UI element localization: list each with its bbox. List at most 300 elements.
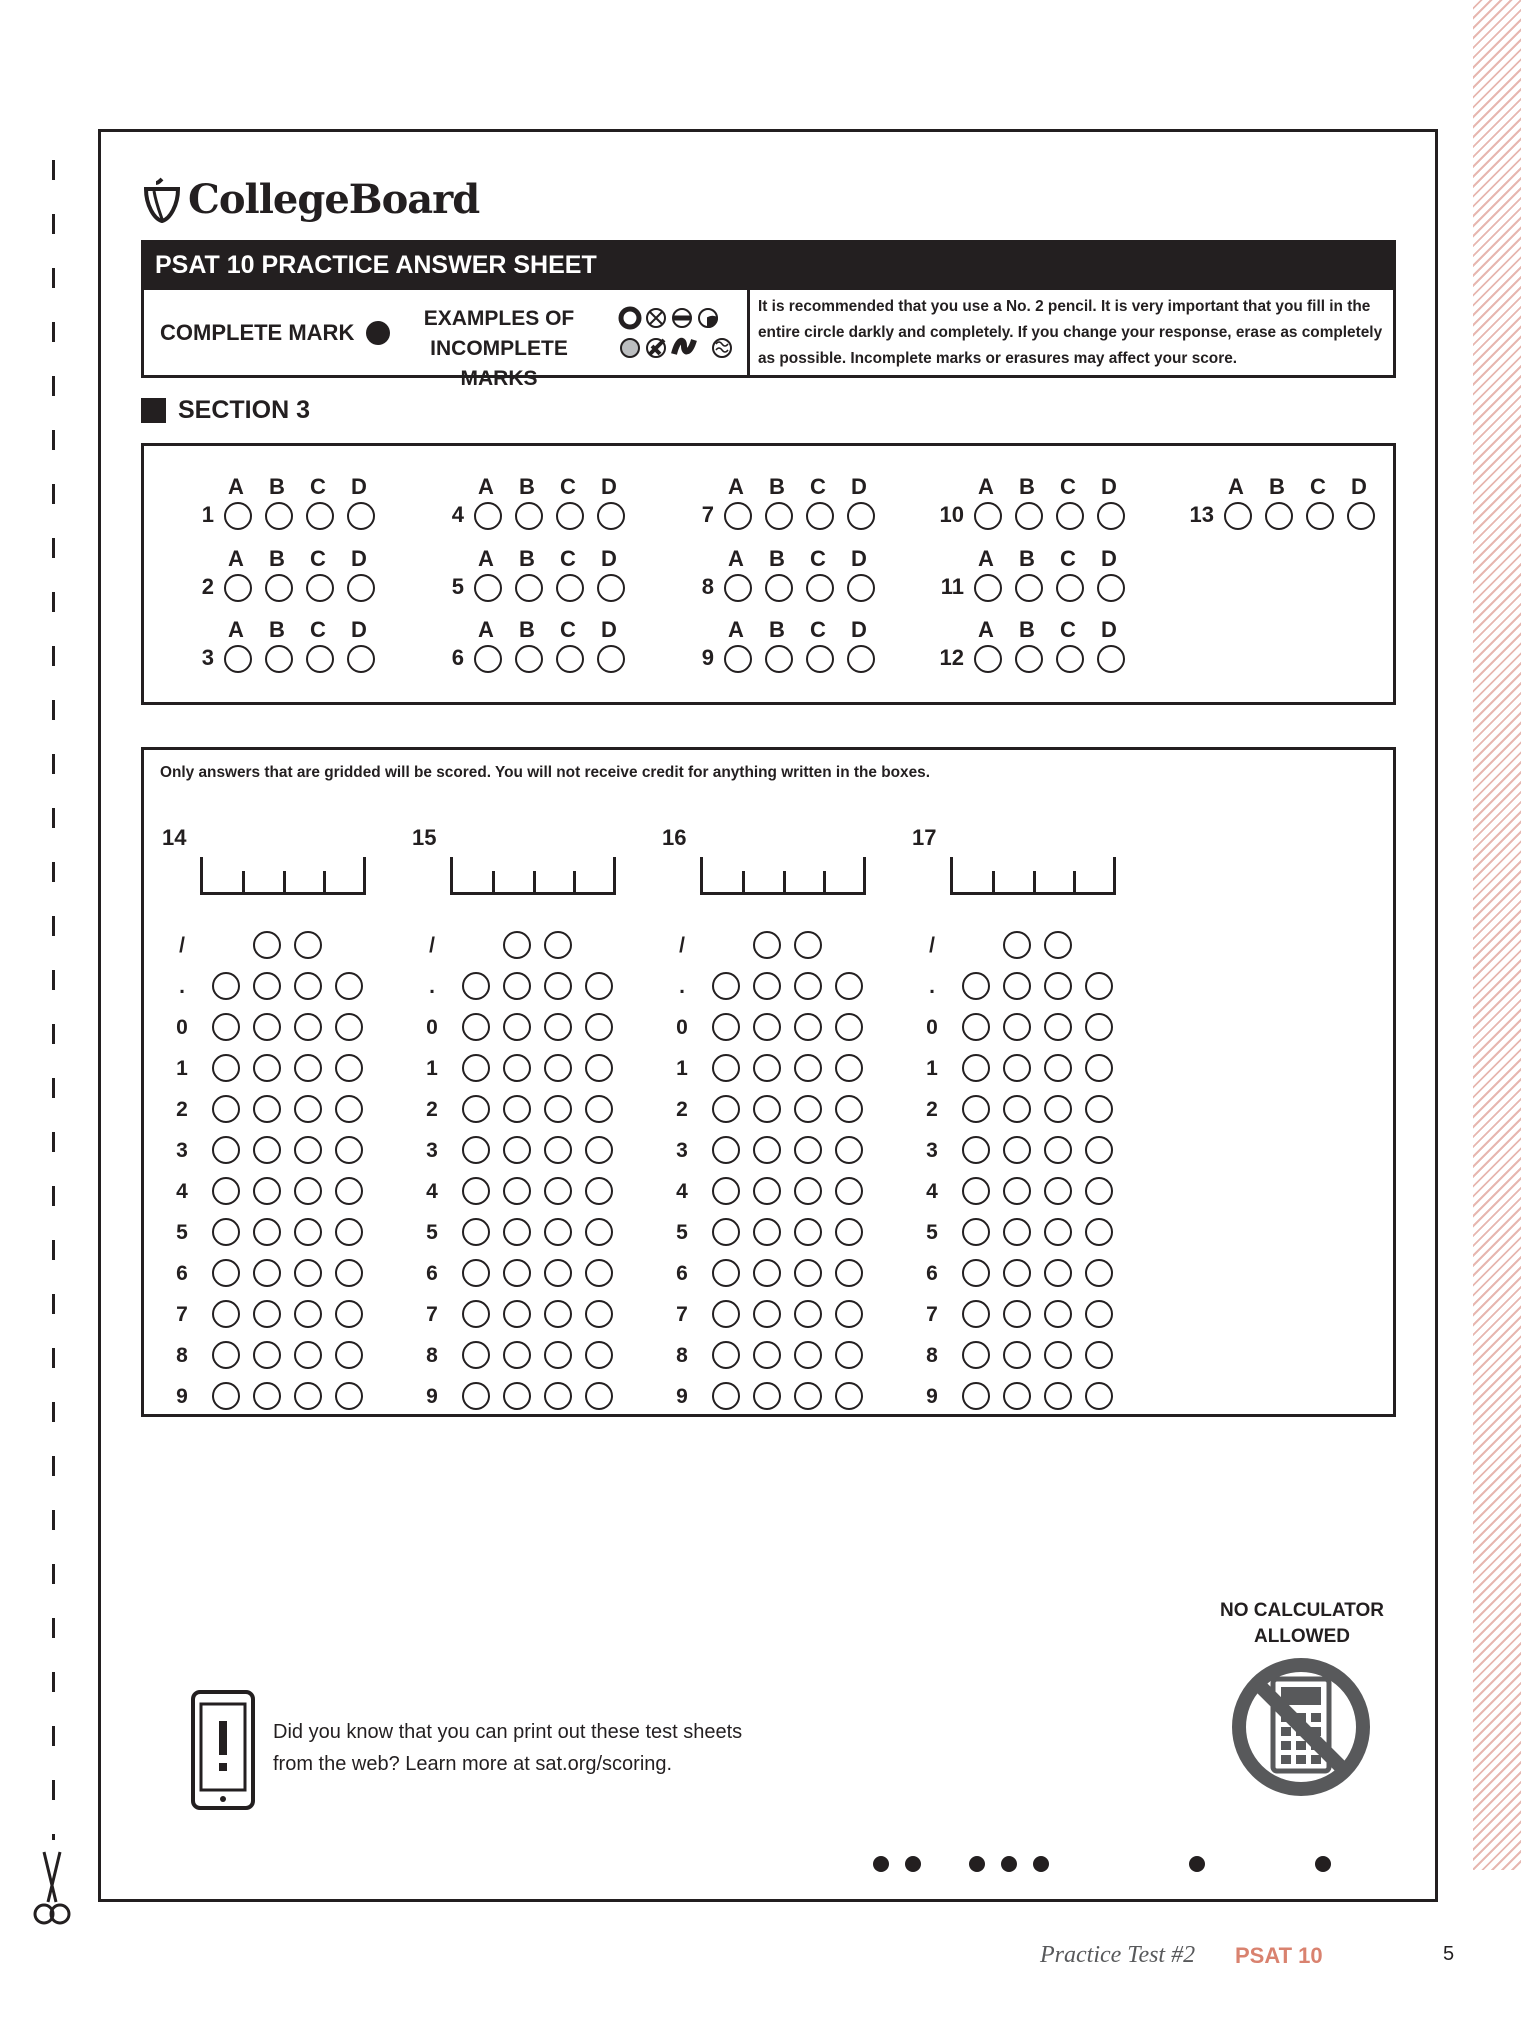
grid-bubble[interactable] [1044,1259,1072,1287]
grid-bubble[interactable] [712,1300,740,1328]
grid-bubble[interactable] [503,1259,531,1287]
grid-bubble[interactable] [962,1136,990,1164]
choice-letter: D [1101,474,1117,499]
grid-bubble[interactable] [335,1341,363,1369]
grid-bubble[interactable] [212,1177,240,1205]
grid-bubble[interactable] [1085,1341,1113,1369]
grid-bubble[interactable] [544,1013,572,1041]
choice-letter: D [601,474,617,499]
choice-letter: D [851,617,867,642]
grid-bubble[interactable] [753,1095,781,1123]
answer-bubble[interactable] [847,645,875,673]
grid-bubble[interactable] [253,1095,281,1123]
answer-bubble[interactable] [724,574,752,602]
grid-bubble[interactable] [1003,1136,1031,1164]
grid-bubble[interactable] [544,1382,572,1410]
question-number: 1 [201,502,214,527]
choice-letter: C [1310,474,1326,499]
answer-bubble[interactable] [1056,574,1084,602]
answer-bubble[interactable] [224,502,252,530]
grid-bubble[interactable] [794,1136,822,1164]
grid-bubble[interactable] [794,1177,822,1205]
grid-bubble[interactable] [335,1136,363,1164]
grid-bubble[interactable] [835,1013,863,1041]
no-calculator-label [1212,1598,1392,1650]
mark-box-divider [747,290,750,375]
choice-letter: A [478,617,494,642]
answer-write-boxes[interactable] [450,857,616,895]
grid-bubble[interactable] [253,1300,281,1328]
grid-bubble[interactable] [544,1218,572,1246]
grid-bubble[interactable] [835,1136,863,1164]
grid-bubble[interactable] [962,1382,990,1410]
grid-bubble[interactable] [1044,1382,1072,1410]
grid-bubble[interactable] [294,931,322,959]
answer-bubble[interactable] [1056,502,1084,530]
answer-bubble[interactable] [1224,502,1252,530]
grid-bubble[interactable] [1085,1177,1113,1205]
grid-bubble[interactable] [253,1259,281,1287]
answer-bubble[interactable] [1015,502,1043,530]
answer-bubble[interactable] [1097,645,1125,673]
grid-bubble[interactable] [503,1218,531,1246]
grid-bubble[interactable] [794,1382,822,1410]
answer-bubble[interactable] [556,502,584,530]
grid-bubble[interactable] [962,1218,990,1246]
grid-bubble[interactable] [1003,1218,1031,1246]
grid-bubble[interactable] [1044,1013,1072,1041]
grid-bubble[interactable] [503,1136,531,1164]
grid-bubble[interactable] [212,972,240,1000]
phone-alert-icon [190,1689,256,1811]
answer-bubble[interactable] [347,574,375,602]
grid-bubble[interactable] [1044,1218,1072,1246]
choice-letters [1220,474,1420,500]
choice-letters [470,617,670,643]
grid-row-label: . [179,975,185,998]
grid-bubble[interactable] [1085,1382,1113,1410]
grid-bubble[interactable] [585,1218,613,1246]
grid-bubble[interactable] [835,1259,863,1287]
grid-bubble[interactable] [1044,1095,1072,1123]
answer-bubble[interactable] [847,574,875,602]
answer-bubble[interactable] [974,574,1002,602]
question-number: 2 [201,574,214,599]
grid-bubble[interactable] [585,1341,613,1369]
answer-bubble[interactable] [556,645,584,673]
answer-bubble[interactable] [474,574,502,602]
choice-letter: A [478,546,494,571]
choice-letter: B [1269,474,1285,499]
grid-bubble[interactable] [294,1095,322,1123]
choice-letter: B [1019,474,1035,499]
grid-bubble[interactable] [335,1177,363,1205]
grid-bubble[interactable] [503,1382,531,1410]
answer-bubble[interactable] [515,645,543,673]
grid-bubble[interactable] [462,972,490,1000]
grid-bubble[interactable] [1003,972,1031,1000]
grid-bubble[interactable] [1085,1259,1113,1287]
answer-bubble[interactable] [1015,574,1043,602]
grid-bubble[interactable] [212,1136,240,1164]
grid-bubble[interactable] [503,1054,531,1082]
grid-bubble[interactable] [335,1218,363,1246]
choice-letter: A [978,474,994,499]
answer-bubble[interactable] [724,645,752,673]
promo-line2: from the web? Learn more at sat.org/scoring. [273,1753,673,1775]
grid-bubble[interactable] [462,1177,490,1205]
grid-bubble[interactable] [212,1013,240,1041]
choice-letters [220,546,420,572]
answer-bubble[interactable] [1097,502,1125,530]
grid-bubble[interactable] [962,1300,990,1328]
grid-bubble[interactable] [753,1382,781,1410]
grid-bubble[interactable] [253,1382,281,1410]
grid-bubble[interactable] [753,972,781,1000]
grid-row-label: 2 [676,1098,688,1121]
answer-bubble[interactable] [1306,502,1334,530]
grid-bubble[interactable] [294,1013,322,1041]
answer-write-boxes[interactable] [700,857,866,895]
grid-bubble[interactable] [503,931,531,959]
section-square-icon [141,398,166,423]
answer-bubble[interactable] [265,574,293,602]
grid-bubble[interactable] [835,1382,863,1410]
grid-bubble[interactable] [294,1341,322,1369]
answer-bubble[interactable] [515,574,543,602]
answer-bubble[interactable] [765,645,793,673]
grid-row-label: 8 [426,1344,438,1367]
footer-test-title: Practice Test #2 [1040,1942,1196,1968]
grid-bubble[interactable] [1003,1013,1031,1041]
grid-bubble[interactable] [712,1218,740,1246]
grid-bubble[interactable] [462,1259,490,1287]
grid-bubble[interactable] [335,1054,363,1082]
filled-bubble-icon [366,321,390,345]
grid-bubble[interactable] [253,1136,281,1164]
grid-bubble[interactable] [503,1013,531,1041]
grid-row-label: 1 [926,1057,938,1080]
grid-bubble[interactable] [1044,1136,1072,1164]
grid-bubble[interactable] [1044,1300,1072,1328]
grid-bubble[interactable] [212,1341,240,1369]
grid-bubble[interactable] [1085,1300,1113,1328]
grid-bubble[interactable] [753,1177,781,1205]
grid-bubble[interactable] [212,1259,240,1287]
grid-bubble[interactable] [335,1095,363,1123]
grid-bubble[interactable] [1003,1300,1031,1328]
answer-bubble[interactable] [1056,645,1084,673]
grid-bubble[interactable] [794,1013,822,1041]
grid-bubble[interactable] [1044,1177,1072,1205]
grid-bubble[interactable] [585,1095,613,1123]
grid-bubble[interactable] [835,1300,863,1328]
grid-bubble[interactable] [753,1136,781,1164]
grid-bubble[interactable] [753,931,781,959]
grid-row-label: 0 [176,1016,188,1039]
answer-bubble[interactable] [515,502,543,530]
grid-bubble[interactable] [1044,1054,1072,1082]
grid-bubble[interactable] [712,1136,740,1164]
section-heading [141,396,310,425]
question-number: 12 [939,645,964,670]
grid-bubble[interactable] [962,1054,990,1082]
grid-bubble[interactable] [794,1300,822,1328]
grid-bubble[interactable] [1003,1341,1031,1369]
grid-bubble[interactable] [1085,1095,1113,1123]
grid-row-label: 8 [676,1344,688,1367]
grid-bubble[interactable] [585,1382,613,1410]
grid-bubble[interactable] [294,972,322,1000]
grid-bubble[interactable] [712,1341,740,1369]
grid-bubble[interactable] [253,1341,281,1369]
grid-bubble[interactable] [712,1382,740,1410]
grid-bubble[interactable] [294,1136,322,1164]
grid-bubble[interactable] [962,972,990,1000]
grid-bubble[interactable] [544,1177,572,1205]
choice-letter: A [1228,474,1244,499]
answer-bubble[interactable] [974,645,1002,673]
grid-bubble[interactable] [962,1341,990,1369]
question-number: 6 [451,645,464,670]
grid-bubble[interactable] [753,1341,781,1369]
grid-row-label: 4 [926,1180,938,1203]
grid-bubble[interactable] [294,1259,322,1287]
grid-bubble[interactable] [462,1382,490,1410]
answer-bubble[interactable] [306,574,334,602]
web-promo [273,1716,742,1780]
grid-question-number: 14 [162,825,187,850]
question-number: 13 [1189,502,1214,527]
grid-bubble[interactable] [544,1259,572,1287]
grid-row-label: . [679,975,685,998]
grid-bubble[interactable] [835,1054,863,1082]
grid-bubble[interactable] [753,1218,781,1246]
answer-bubble[interactable] [765,574,793,602]
choice-letters [720,546,920,572]
grid-bubble[interactable] [753,1300,781,1328]
answer-bubble[interactable] [347,645,375,673]
grid-bubble[interactable] [294,1218,322,1246]
answer-bubble[interactable] [597,645,625,673]
answer-bubble[interactable] [1097,574,1125,602]
answer-bubble[interactable] [265,645,293,673]
grid-bubble[interactable] [503,1300,531,1328]
grid-bubble[interactable] [835,972,863,1000]
grid-bubble[interactable] [753,1013,781,1041]
grid-bubble[interactable] [335,1300,363,1328]
grid-row-label: 4 [426,1180,438,1203]
grid-bubble[interactable] [462,1136,490,1164]
question-number: 7 [701,502,714,527]
grid-bubble[interactable] [1003,931,1031,959]
grid-bubble[interactable] [1003,1382,1031,1410]
choice-letter: B [519,474,535,499]
answer-bubble[interactable] [306,502,334,530]
answer-bubble[interactable] [306,645,334,673]
choice-letter: D [851,474,867,499]
answer-bubble[interactable] [724,502,752,530]
answer-bubble[interactable] [224,574,252,602]
grid-bubble[interactable] [1085,1136,1113,1164]
grid-row-label: 0 [926,1016,938,1039]
grid-bubble[interactable] [712,1054,740,1082]
answer-write-boxes[interactable] [200,857,366,895]
grid-bubble[interactable] [253,1218,281,1246]
grid-bubble[interactable] [794,972,822,1000]
answer-bubble[interactable] [1347,502,1375,530]
grid-bubble[interactable] [794,1054,822,1082]
grid-bubble[interactable] [503,1341,531,1369]
grid-bubble[interactable] [253,1177,281,1205]
grid-bubble[interactable] [794,1218,822,1246]
grid-bubble[interactable] [585,972,613,1000]
grid-bubble[interactable] [253,972,281,1000]
choice-letters [470,474,670,500]
grid-bubble[interactable] [544,1136,572,1164]
answer-bubble[interactable] [806,574,834,602]
grid-bubble[interactable] [462,1054,490,1082]
grid-bubble[interactable] [753,1259,781,1287]
grid-row-label: 2 [176,1098,188,1121]
choice-letter: B [519,546,535,571]
answer-write-boxes[interactable] [950,857,1116,895]
grid-bubble[interactable] [503,1095,531,1123]
choice-letter: D [1101,617,1117,642]
grid-bubble[interactable] [212,1218,240,1246]
grid-bubble[interactable] [1085,1218,1113,1246]
question-number: 10 [939,502,964,527]
grid-bubble[interactable] [335,1382,363,1410]
grid-bubble[interactable] [962,1095,990,1123]
choice-letters [970,617,1170,643]
grid-bubble[interactable] [1044,931,1072,959]
timing-mark [1315,1856,1331,1872]
grid-bubble[interactable] [835,1218,863,1246]
grid-bubble[interactable] [462,1013,490,1041]
grid-row-label: 7 [926,1303,938,1326]
grid-bubble[interactable] [712,972,740,1000]
grid-bubble[interactable] [253,931,281,959]
answer-bubble[interactable] [974,502,1002,530]
grid-bubble[interactable] [794,1095,822,1123]
grid-bubble[interactable] [1003,1177,1031,1205]
grid-in-question [162,825,392,1408]
grid-bubble[interactable] [1085,1054,1113,1082]
grid-bubble[interactable] [962,1013,990,1041]
grid-row-label: / [429,934,435,957]
choice-letter: C [310,474,326,499]
grid-bubble[interactable] [794,1259,822,1287]
grid-bubble[interactable] [1003,1095,1031,1123]
grid-bubble[interactable] [835,1341,863,1369]
grid-bubble[interactable] [544,972,572,1000]
grid-bubble[interactable] [335,972,363,1000]
grid-bubble[interactable] [585,1300,613,1328]
grid-bubble[interactable] [335,1013,363,1041]
grid-bubble[interactable] [212,1054,240,1082]
grid-bubble[interactable] [712,1259,740,1287]
grid-bubble[interactable] [212,1095,240,1123]
grid-bubble[interactable] [503,972,531,1000]
grid-bubble[interactable] [1085,1013,1113,1041]
grid-bubble[interactable] [585,1136,613,1164]
answer-bubble[interactable] [597,574,625,602]
grid-bubble[interactable] [794,931,822,959]
grid-bubble[interactable] [962,1259,990,1287]
grid-bubble[interactable] [712,1177,740,1205]
grid-bubble[interactable] [712,1013,740,1041]
grid-row-label: 8 [176,1344,188,1367]
grid-bubble[interactable] [1044,1341,1072,1369]
answer-bubble[interactable] [765,502,793,530]
grid-bubble[interactable] [585,1013,613,1041]
grid-bubble[interactable] [253,1054,281,1082]
grid-bubble[interactable] [753,1054,781,1082]
grid-row-label: 5 [676,1221,688,1244]
grid-bubble[interactable] [794,1341,822,1369]
answer-bubble[interactable] [806,502,834,530]
grid-bubble[interactable] [462,1300,490,1328]
grid-bubble[interactable] [835,1095,863,1123]
answer-bubble[interactable] [1015,645,1043,673]
grid-bubble[interactable] [1003,1054,1031,1082]
grid-bubble[interactable] [212,1382,240,1410]
grid-bubble[interactable] [294,1382,322,1410]
answer-bubble[interactable] [847,502,875,530]
grid-bubble[interactable] [544,1054,572,1082]
grid-bubble[interactable] [585,1177,613,1205]
grid-bubble[interactable] [544,1300,572,1328]
grid-row-label: 5 [426,1221,438,1244]
grid-bubble[interactable] [503,1177,531,1205]
grid-bubble[interactable] [335,1259,363,1287]
grid-bubble[interactable] [294,1177,322,1205]
grid-bubble[interactable] [962,1177,990,1205]
answer-bubble[interactable] [224,645,252,673]
grid-bubble[interactable] [585,1054,613,1082]
answer-bubble[interactable] [556,574,584,602]
grid-bubble[interactable] [462,1341,490,1369]
grid-bubble[interactable] [585,1259,613,1287]
grid-bubble[interactable] [544,1341,572,1369]
grid-bubble[interactable] [835,1177,863,1205]
answer-bubble[interactable] [347,502,375,530]
answer-bubble[interactable] [265,502,293,530]
grid-bubble[interactable] [462,1095,490,1123]
logo-text: CollegeBoard [188,175,480,223]
answer-bubble[interactable] [474,645,502,673]
grid-row-label: / [679,934,685,957]
answer-bubble[interactable] [474,502,502,530]
answer-bubble[interactable] [597,502,625,530]
grid-bubble[interactable] [212,1300,240,1328]
grid-bubble[interactable] [253,1013,281,1041]
grid-bubble[interactable] [294,1054,322,1082]
sheet-title: PSAT 10 PRACTICE ANSWER SHEET [141,240,1396,290]
answer-bubble[interactable] [1265,502,1293,530]
grid-bubble[interactable] [294,1300,322,1328]
grid-bubble[interactable] [462,1218,490,1246]
grid-bubble[interactable] [544,931,572,959]
grid-row-label: 7 [676,1303,688,1326]
grid-bubble[interactable] [712,1095,740,1123]
answer-bubble[interactable] [806,645,834,673]
grid-bubble[interactable] [1044,972,1072,1000]
grid-bubble[interactable] [1085,972,1113,1000]
grid-bubble[interactable] [544,1095,572,1123]
grid-bubble[interactable] [1003,1259,1031,1287]
